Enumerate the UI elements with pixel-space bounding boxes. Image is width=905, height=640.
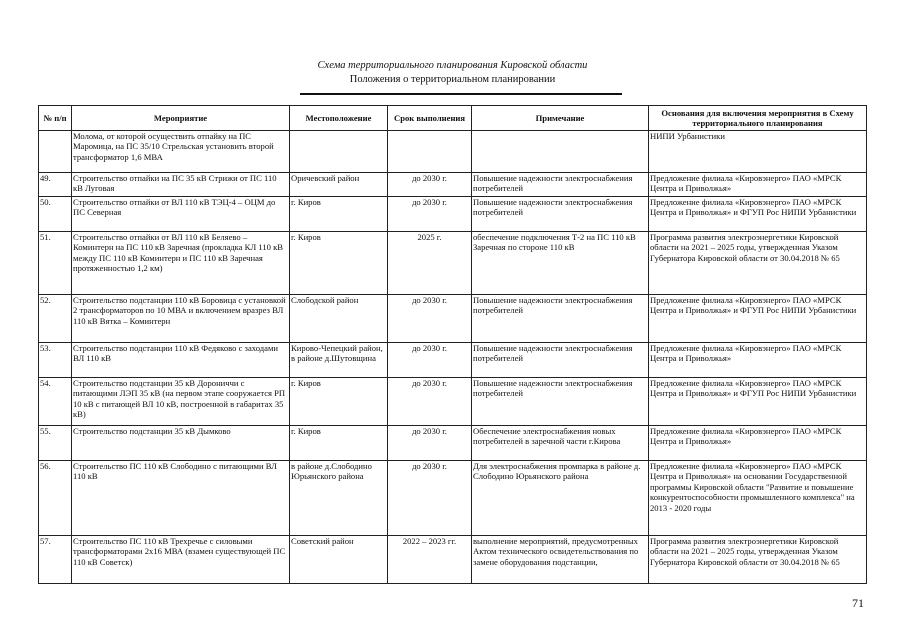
column-header-note: Примечание <box>472 106 649 131</box>
cell-deadline: до 2030 г. <box>388 378 472 426</box>
document-subtitle: Положения о территориальном планировании <box>349 74 556 85</box>
cell-number: 51. <box>39 232 72 295</box>
cell-number: 55. <box>39 426 72 461</box>
cell-number: 54. <box>39 378 72 426</box>
cell-measure: Строительство отпайки от ВЛ 110 кВ Беляево – Коминтерн на ПС 110 кВ Заречная (прокладка КЛ 110 кВ между ПС 110 кВ Коминтерн и ПС 110 кВ Заречная протяженностью 1,2 км) <box>72 232 290 295</box>
cell-location: Кирово-Чепецкий район, в районе д.Шутовщина <box>290 343 388 378</box>
cell-basis: Предложение филиала «Кировэнерго» ПАО «МРСК Центра и Приволжья» и ФГУП Рос НИПИ Урбанистики <box>649 197 867 232</box>
cell-basis: Предложение филиала «Кировэнерго» ПАО «МРСК Центра и Приволжья» на основании Государственной программы Кировской области "Развитие и повышение конкурентоспособности промышленного комплекса" на 2013 - 2020 годы <box>649 461 867 536</box>
cell-basis: Предложение филиала «Кировэнерго» ПАО «МРСК Центра и Приволжья» и ФГУП Рос НИПИ Урбанистики <box>649 295 867 343</box>
cell-note: обеспечение подключения Т-2 на ПС 110 кВ Заречная по стороне 110 кВ <box>472 232 649 295</box>
column-header-deadline: Срок выполнения <box>388 106 472 131</box>
table-row <box>39 232 867 295</box>
cell-basis: Программа развития электроэнергетики Кировской области на 2021 – 2025 годы, утвержденная Указом Губернатора Кировской области от 30.04.2018 № 65 <box>649 536 867 584</box>
column-header-location: Местоположение <box>290 106 388 131</box>
cell-note <box>472 131 649 173</box>
column-header-measure: Мероприятие <box>72 106 290 131</box>
cell-number: 57. <box>39 536 72 584</box>
table-row <box>39 131 867 173</box>
table-row <box>39 343 867 378</box>
cell-note: Повышение надежности электроснабжения потребителей <box>472 295 649 343</box>
cell-basis: Предложение филиала «Кировэнерго» ПАО «МРСК Центра и Приволжья» <box>649 343 867 378</box>
cell-location: Советский район <box>290 536 388 584</box>
table-row <box>39 197 867 232</box>
measures-table <box>38 105 867 584</box>
cell-basis: Предложение филиала «Кировэнерго» ПАО «МРСК Центра и Приволжья» <box>649 426 867 461</box>
cell-location: г. Киров <box>290 378 388 426</box>
cell-measure: Моломa, от которой осуществить отпайку на ПС Маромица, на ПС 35/10 Стрельская установить второй трансформатор 1,6 МВА <box>72 131 290 173</box>
column-header-number: № п/п <box>39 106 72 131</box>
cell-number: 50. <box>39 197 72 232</box>
cell-measure: Строительство подстанции 35 кВ Дымково <box>72 426 290 461</box>
cell-basis: Программа развития электроэнергетики Кировской области на 2021 – 2025 годы, утвержденная Указом Губернатора Кировской области от 30.04.2018 № 65 <box>649 232 867 295</box>
page-number: 71 <box>852 596 864 610</box>
cell-location <box>290 131 388 173</box>
cell-deadline: 2022 – 2023 гг. <box>388 536 472 584</box>
cell-measure: Строительство подстанции 35 кВ Дорониччи с питающими ЛЭП 35 кВ (на первом этапе сооружается РП 10 кВ с питающей ВЛ 10 кВ, построенной в габаритах 35 кВ) <box>72 378 290 426</box>
title-underline <box>300 93 622 95</box>
table-row <box>39 426 867 461</box>
cell-location: г. Киров <box>290 232 388 295</box>
cell-deadline: до 2030 г. <box>388 343 472 378</box>
cell-measure: Строительство отпайки от ВЛ 110 кВ ТЭЦ-4 – ОЦМ до ПС Северная <box>72 197 290 232</box>
cell-location: Слободской район <box>290 295 388 343</box>
cell-location: в районе д.Слободино Юрьянского района <box>290 461 388 536</box>
cell-basis: Предложение филиала «Кировэнерго» ПАО «МРСК Центра и Приволжья» <box>649 173 867 197</box>
table-header-row <box>39 106 867 131</box>
cell-deadline: до 2030 г. <box>388 426 472 461</box>
cell-note: выполнение мероприятий, предусмотренных Актом технического освидетельствования по замене оборудования подстанции, <box>472 536 649 584</box>
cell-deadline: до 2030 г. <box>388 295 472 343</box>
cell-deadline: до 2030 г. <box>388 461 472 536</box>
cell-note: Обеспечение электроснабжения новых потребителей в заречной части г.Кирова <box>472 426 649 461</box>
column-header-basis: Основания для включения мероприятия в Схему территориального планирования <box>649 106 867 131</box>
cell-note: Для электроснабжения промпарка в районе д. Слободино Юрьянского района <box>472 461 649 536</box>
table-row <box>39 173 867 197</box>
cell-measure: Строительство подстанции 110 кВ Боровица с установкой 2 трансформаторов по 10 МВА и включением вразрез ВЛ 110 кВ Вятка – Коминтерн <box>72 295 290 343</box>
cell-note: Повышение надежности электроснабжения потребителей <box>472 173 649 197</box>
cell-number: 53. <box>39 343 72 378</box>
cell-basis: НИПИ Урбанистики <box>649 131 867 173</box>
cell-deadline: 2025 г. <box>388 232 472 295</box>
cell-number: 56. <box>39 461 72 536</box>
cell-measure: Строительство отпайки на ПС 35 кВ Стрижи от ПС 110 кВ Луговая <box>72 173 290 197</box>
cell-note: Повышение надежности электроснабжения потребителей <box>472 197 649 232</box>
cell-note: Повышение надежности электроснабжения потребителей <box>472 378 649 426</box>
cell-measure: Строительство ПС 110 кВ Трехречье с силовыми трансформаторами 2х16 МВА (взамен существующей ПС 110 кВ Советск) <box>72 536 290 584</box>
cell-deadline: до 2030 г. <box>388 173 472 197</box>
cell-location: Оричевский район <box>290 173 388 197</box>
cell-location: г. Киров <box>290 426 388 461</box>
cell-measure: Строительство подстанции 110 кВ Федяково с заходами ВЛ 110 кВ <box>72 343 290 378</box>
table-row <box>39 461 867 536</box>
cell-note: Повышение надежности электроснабжения потребителей <box>472 343 649 378</box>
cell-basis: Предложение филиала «Кировэнерго» ПАО «МРСК Центра и Приволжья» и ФГУП Рос НИПИ Урбанистики <box>649 378 867 426</box>
cell-number: 49. <box>39 173 72 197</box>
cell-number <box>39 131 72 173</box>
document-title: Схема территориального планирования Кировской области <box>317 60 588 71</box>
cell-deadline <box>388 131 472 173</box>
cell-measure: Строительство ПС 110 кВ Слободино с питающими ВЛ 110 кВ <box>72 461 290 536</box>
cell-number: 52. <box>39 295 72 343</box>
table-row <box>39 295 867 343</box>
cell-deadline: до 2030 г. <box>388 197 472 232</box>
table-row <box>39 378 867 426</box>
cell-location: г. Киров <box>290 197 388 232</box>
table-row <box>39 536 867 584</box>
